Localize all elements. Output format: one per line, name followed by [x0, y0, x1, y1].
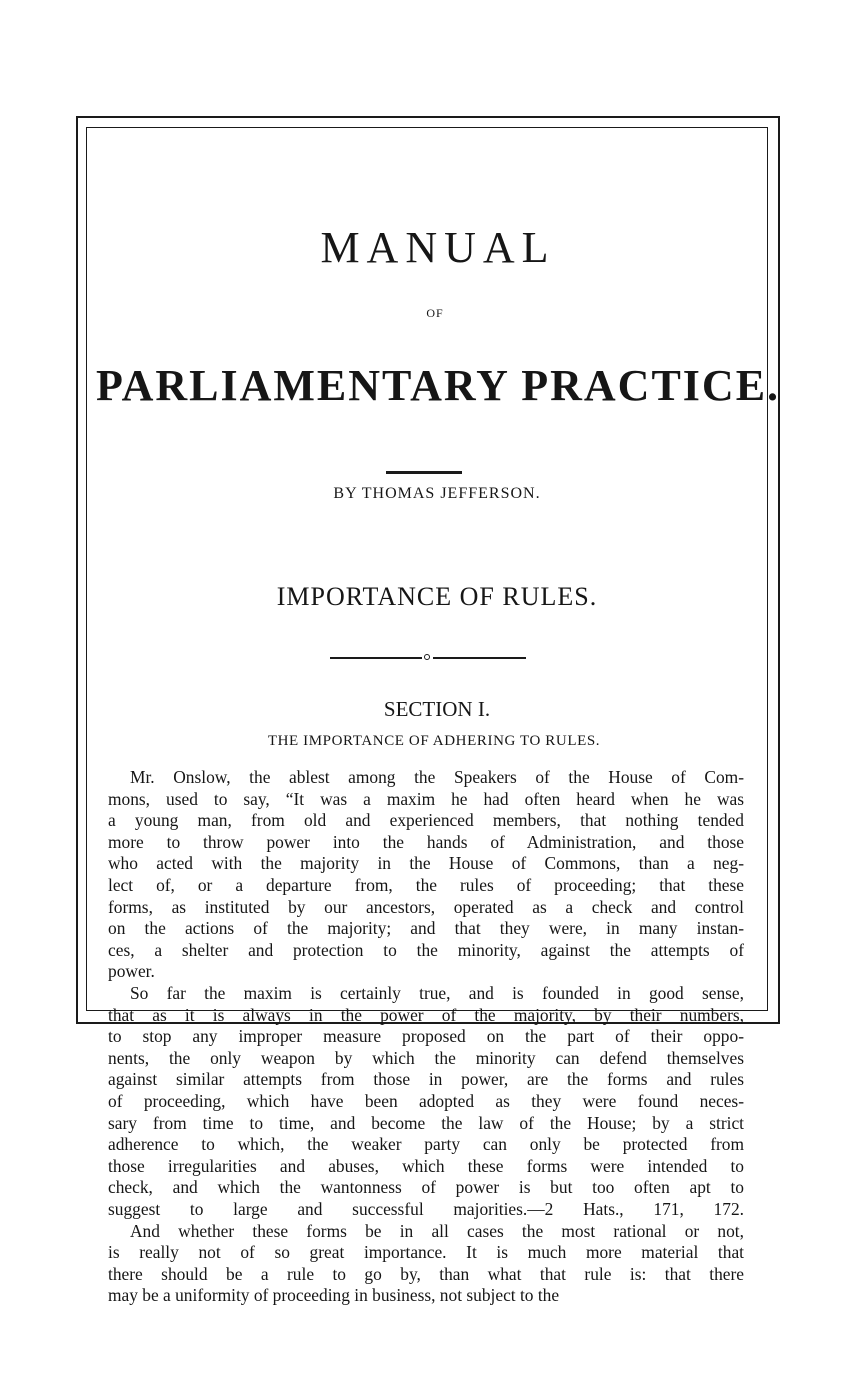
title-divider [386, 471, 462, 474]
body-line: a young man, from old and experienced members, that nothing tended [108, 810, 744, 831]
body-line: Mr. Onslow, the ablest among the Speakers of the House of Com- [130, 767, 744, 787]
ornament-line-right [433, 657, 526, 659]
author-line: BY THOMAS JEFFERSON. [333, 485, 541, 502]
body-line: suggest to large and successful majorities.—2 Hats., 171, 172. [108, 1199, 744, 1219]
body-line: that as it is always in the power of the majority, by their numbers, [108, 1004, 744, 1025]
body-line: sary from time to time, and become the law of the House; by a strict [108, 1112, 744, 1133]
body-line: may be a uniformity of proceeding in business, not subject to the [108, 1285, 560, 1306]
title-manual: MANUAL [320, 223, 556, 272]
ornamental-divider [330, 652, 526, 664]
section-number: SECTION I. [383, 697, 491, 721]
body-line: on the actions of the majority; and that they were, in many instan- [108, 918, 744, 939]
chapter-heading: IMPORTANCE OF RULES. [276, 582, 598, 611]
body-line: of proceeding, which have been adopted as they were found neces- [108, 1091, 744, 1111]
ornament-dot [424, 654, 430, 660]
section-heading: THE IMPORTANCE OF ADHERING TO RULES. [267, 733, 601, 749]
body-line: lect of, or a departure from, the rules of proceeding; that these [108, 875, 744, 895]
body-line: who acted with the majority in the House of Commons, than a neg- [108, 853, 744, 874]
body-line: is really not of so great importance. It is much more material that [108, 1242, 744, 1263]
page-title: PARLIAMENTARY PRACTICE. [95, 361, 781, 410]
title-of: OF [426, 306, 444, 320]
body-line: mons, used to say, “It was a maxim he had often heard when he was [108, 788, 744, 809]
body-line: check, and which the wantonness of power is but too often apt to [108, 1177, 744, 1198]
ornament-line-left [330, 657, 422, 659]
body-line: there should be a rule to go by, than what that rule is: that there [108, 1263, 744, 1284]
body-line: to stop any improper measure proposed on the part of their oppo- [108, 1026, 744, 1047]
body-line: against similar attempts from those in power, are the forms and rules [108, 1069, 744, 1090]
body-line: So far the maxim is certainly true, and is founded in good sense, [130, 983, 744, 1003]
body-line: forms, as instituted by our ancestors, operated as a check and control [108, 896, 744, 917]
body-line: more to throw power into the hands of Administration, and those [108, 831, 744, 852]
body-line: nents, the only weapon by which the minority can defend themselves [108, 1047, 744, 1068]
body-line: adherence to which, the weaker party can only be protected from [108, 1134, 744, 1155]
body-line: ces, a shelter and protection to the minority, against the attempts of [108, 939, 744, 960]
body-line: And whether these forms be in all cases the most rational or not, [130, 1220, 744, 1241]
body-line: those irregularities and abuses, which these forms were intended to [108, 1155, 744, 1176]
body-line: power. [108, 961, 155, 982]
